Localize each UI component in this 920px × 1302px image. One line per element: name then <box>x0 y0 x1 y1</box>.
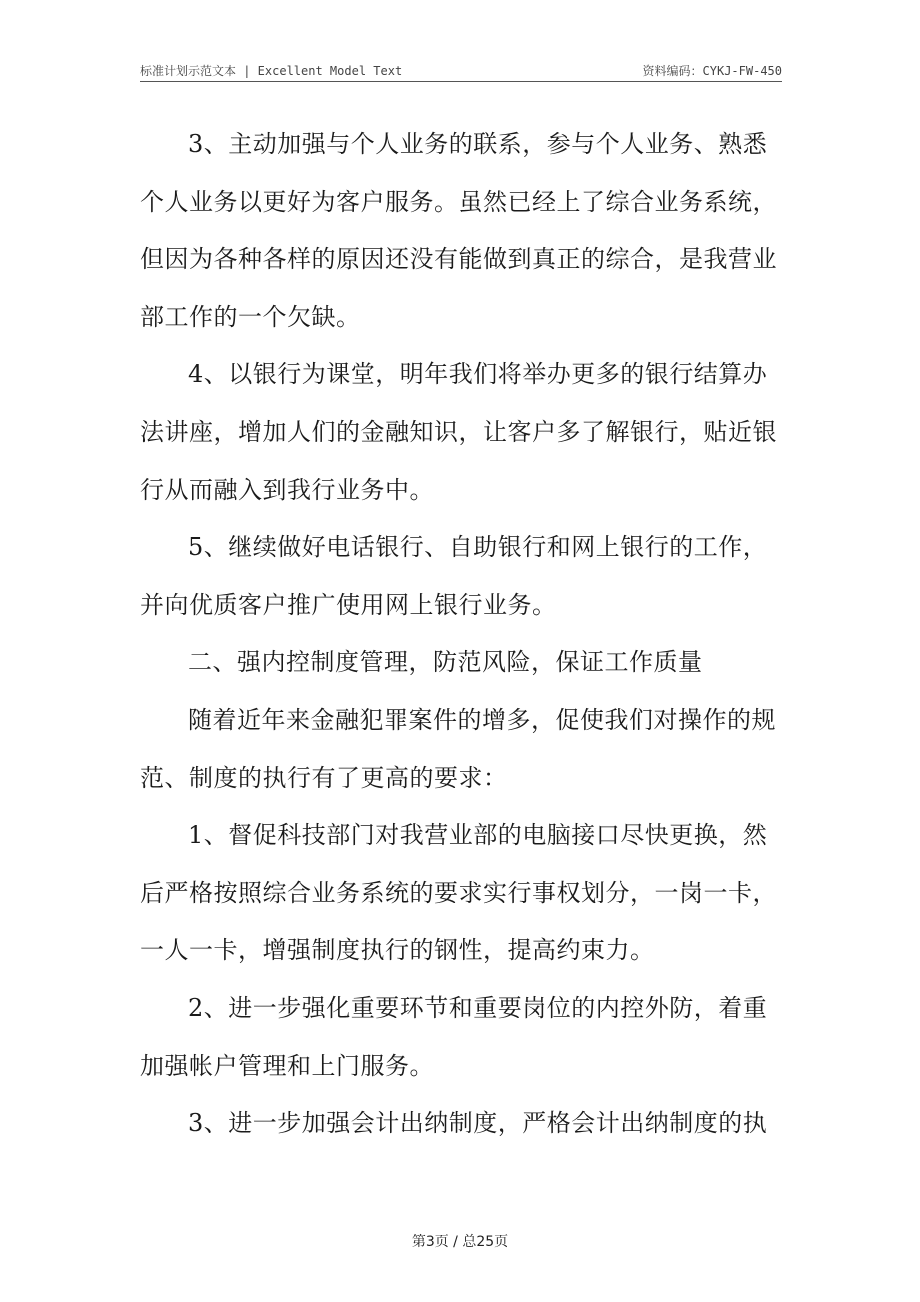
page-number: 第3页 / 总25页 <box>411 1234 509 1250</box>
header-title: 标准计划示范文本 | Excellent Model Text <box>140 63 403 78</box>
section-intro: 随着近年来金融犯罪案件的增多，促使我们对操作的规范、制度的执行有了更高的要求： <box>140 705 776 792</box>
section-heading: 二、强内控制度管理，防范风险，保证工作质量 <box>188 648 703 677</box>
paragraph-item-5: 5、继续做好电话银行、自助银行和网上银行的工作，并向优质客户推广使用网上银行业务。 <box>140 533 768 619</box>
document-body <box>140 116 782 1153</box>
paragraph-item-3b: 3、进一步加强会计出纳制度，严格会计出纳制度的执 <box>188 1109 768 1138</box>
paragraph-item-3: 3、主动加强与个人业务的联系，参与个人业务、熟悉个人业务以更好为客户服务。虽然已经上了综合业务系统，但因为各种各样的原因还没有能做到真正的综合，是我营业部工作的一个欠缺。 <box>140 130 777 331</box>
header-divider <box>140 81 782 82</box>
paragraph-item-4: 4、以银行为课堂，明年我们将举办更多的银行结算办法讲座，增加人们的金融知识，让客户多了解银行，贴近银行从而融入到我行业务中。 <box>140 360 777 504</box>
page-header <box>140 60 782 80</box>
paragraph-item-1: 1、督促科技部门对我营业部的电脑接口尽快更换，然后严格按照综合业务系统的要求实行事权划分，一岗一卡，一人一卡，增强制度执行的钢性，提高约束力。 <box>140 821 777 965</box>
document-code: 资料编码：CYKJ-FW-450 <box>642 63 782 78</box>
paragraph-item-2: 2、进一步强化重要环节和重要岗位的内控外防，着重加强帐户管理和上门服务。 <box>140 993 768 1080</box>
